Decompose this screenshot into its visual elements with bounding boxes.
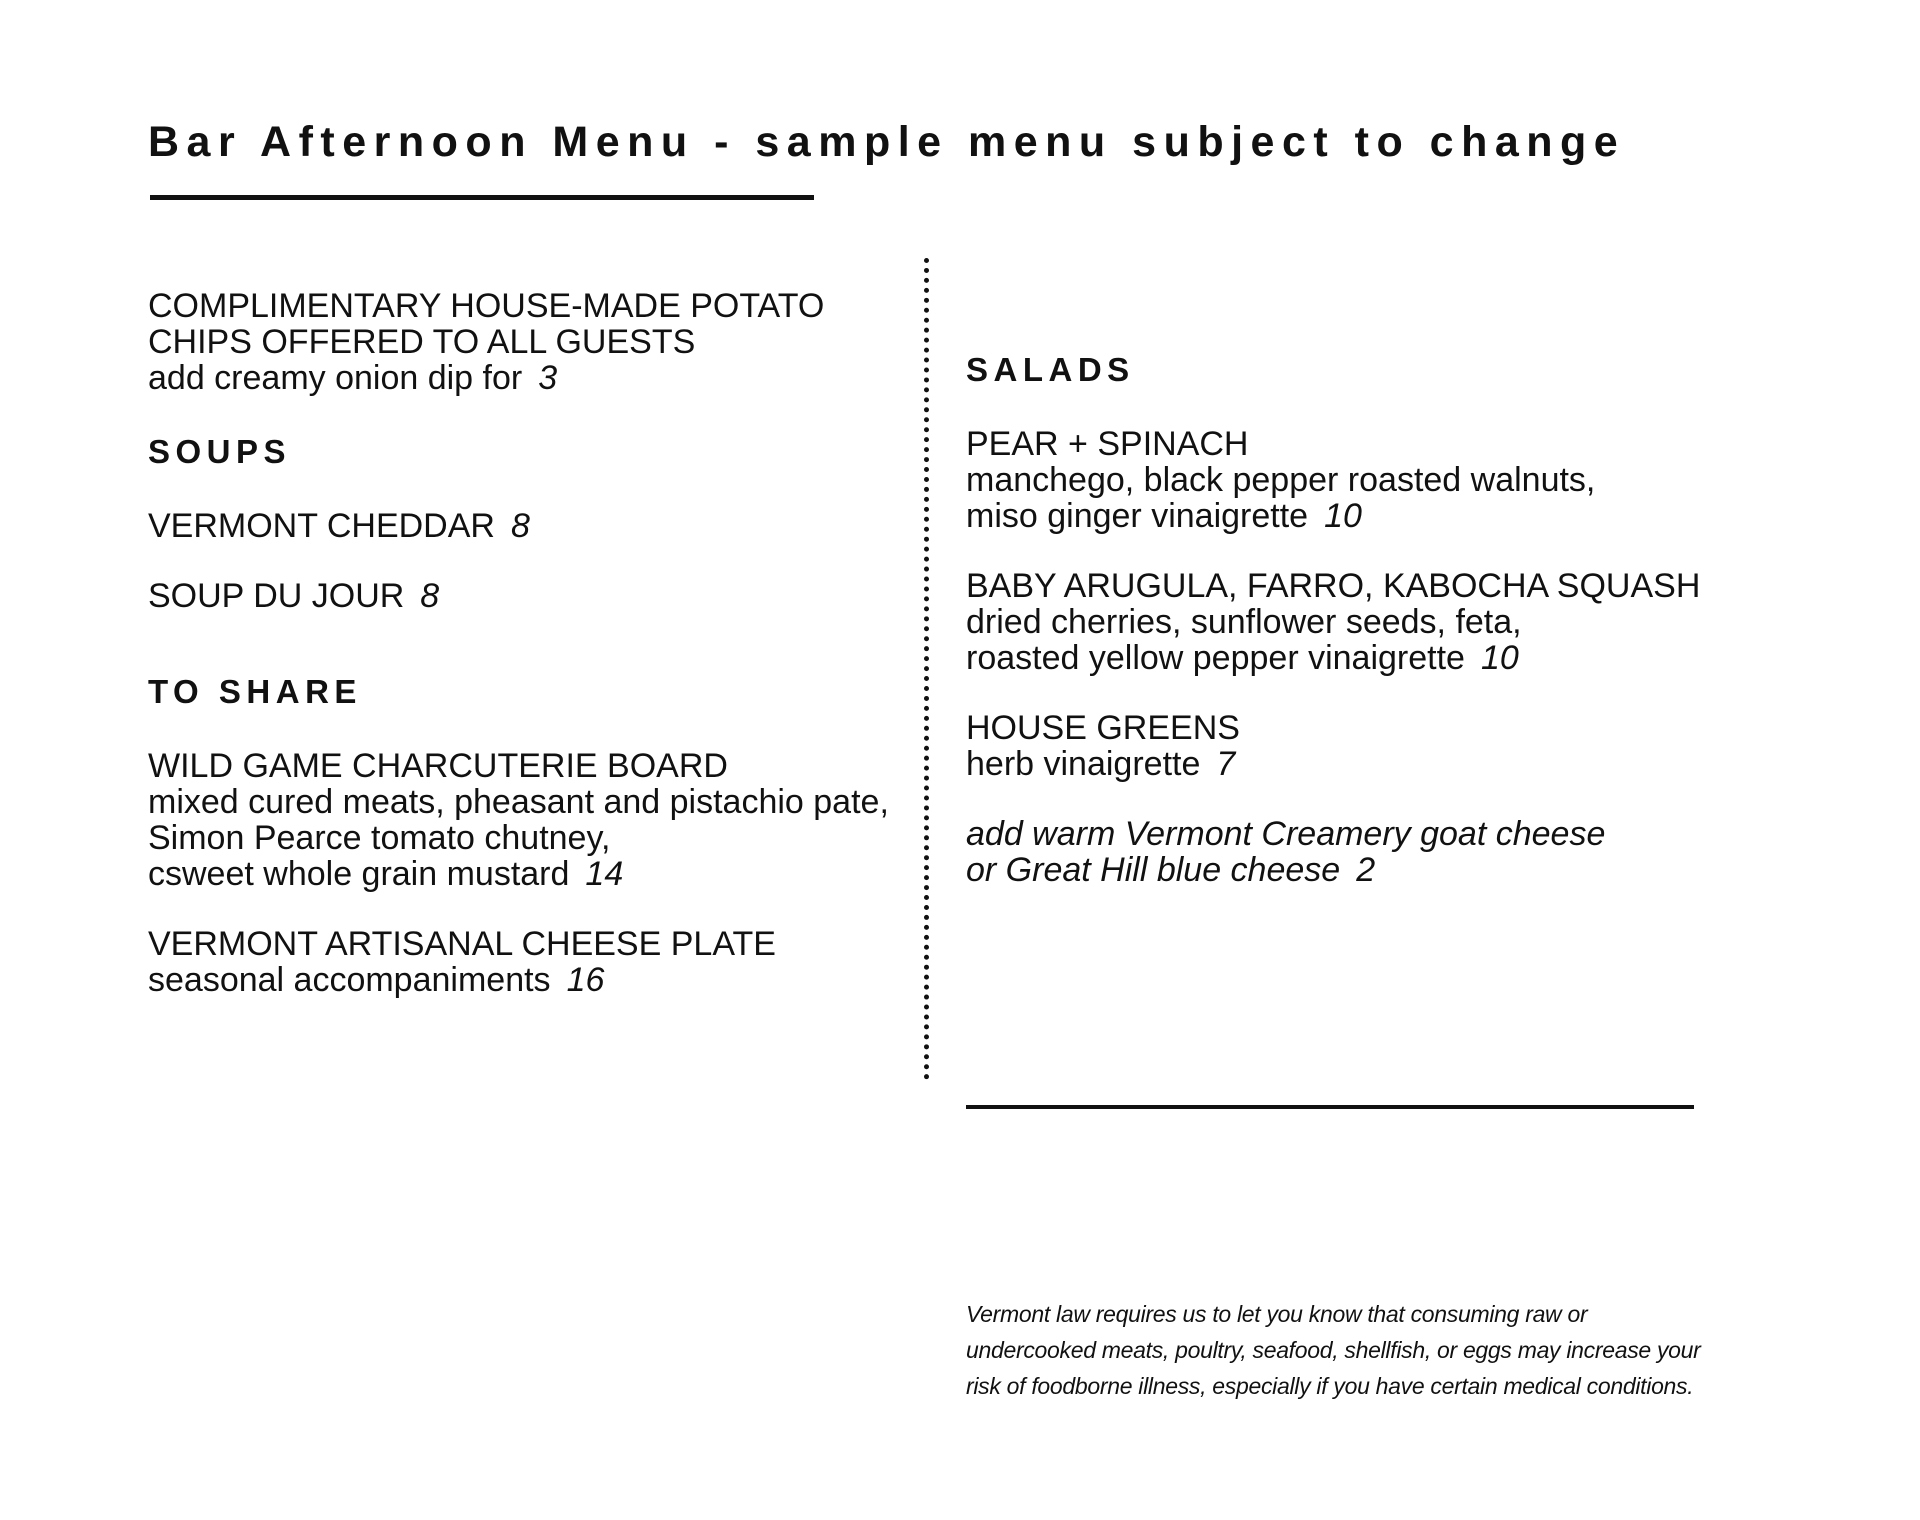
item-name: SOUP DU JOUR bbox=[148, 577, 405, 615]
item-name: VERMONT ARTISANAL CHEESE PLATE bbox=[148, 925, 776, 963]
menu-title: Bar Afternoon Menu - sample menu subject to change bbox=[148, 118, 1626, 166]
item-desc-3: csweet whole grain mustard bbox=[148, 855, 570, 893]
complimentary-chips bbox=[148, 288, 918, 396]
menu-item-house-greens bbox=[966, 710, 1726, 782]
menu-item-cheese-plate bbox=[148, 926, 918, 998]
item-desc-1: seasonal accompaniments bbox=[148, 961, 551, 999]
menu-item-baby-arugula bbox=[966, 568, 1726, 676]
salads-heading: SALADS bbox=[966, 351, 1135, 388]
title-underline bbox=[150, 195, 814, 200]
right-column-rule bbox=[966, 1105, 1694, 1109]
item-price: 14 bbox=[585, 855, 624, 893]
item-price: 8 bbox=[510, 507, 530, 545]
item-desc-1: manchego, black pepper roasted walnuts, bbox=[966, 461, 1596, 499]
food-safety-notice: Vermont law requires us to let you know that consuming raw or undercooked meats, poultry, seafood, shellfish, or eggs may increase your risk of foodborne illness, especially if you have certain medical conditions. bbox=[966, 1301, 1701, 1399]
chips-line-2: CHIPS OFFERED TO ALL GUESTS bbox=[148, 323, 696, 361]
item-price: 7 bbox=[1216, 745, 1236, 783]
column-divider bbox=[924, 258, 929, 1080]
left-column bbox=[148, 288, 918, 998]
item-desc-2: miso ginger vinaigrette bbox=[966, 497, 1309, 535]
item-desc-2: roasted yellow pepper vinaigrette bbox=[966, 639, 1465, 677]
item-price: 16 bbox=[566, 961, 605, 999]
item-desc-1: dried cherries, sunflower seeds, feta, bbox=[966, 603, 1522, 641]
salad-addon bbox=[966, 816, 1726, 888]
chips-addon bbox=[148, 360, 918, 396]
menu-item-vermont-cheddar bbox=[148, 508, 918, 544]
item-name: HOUSE GREENS bbox=[966, 709, 1240, 747]
right-column bbox=[966, 352, 1726, 888]
chips-addon-price: 3 bbox=[538, 359, 558, 397]
item-name: PEAR + SPINACH bbox=[966, 425, 1249, 463]
menu-item-soup-du-jour bbox=[148, 578, 918, 614]
item-price: 8 bbox=[420, 577, 440, 615]
salad-addon-line-2: or Great Hill blue cheese bbox=[966, 851, 1341, 889]
item-desc-2: Simon Pearce tomato chutney, bbox=[148, 819, 611, 857]
item-name: VERMONT CHEDDAR bbox=[148, 507, 495, 545]
item-name: BABY ARUGULA, FARRO, KABOCHA SQUASH bbox=[966, 567, 1701, 605]
salad-addon-line-1: add warm Vermont Creamery goat cheese bbox=[966, 815, 1606, 853]
chips-line-1: COMPLIMENTARY HOUSE-MADE POTATO bbox=[148, 287, 825, 325]
item-price: 10 bbox=[1324, 497, 1362, 535]
chips-addon-text: add creamy onion dip for bbox=[148, 359, 523, 397]
salad-addon-price: 2 bbox=[1356, 851, 1376, 889]
menu-item-pear-spinach bbox=[966, 426, 1726, 534]
item-name: WILD GAME CHARCUTERIE BOARD bbox=[148, 747, 728, 785]
item-desc-1: mixed cured meats, pheasant and pistachio pate, bbox=[148, 783, 889, 821]
item-desc-1: herb vinaigrette bbox=[966, 745, 1201, 783]
soups-heading: SOUPS bbox=[148, 433, 292, 470]
item-price: 10 bbox=[1480, 639, 1519, 677]
menu-item-charcuterie-board bbox=[148, 748, 918, 892]
to-share-heading: TO SHARE bbox=[148, 673, 362, 710]
